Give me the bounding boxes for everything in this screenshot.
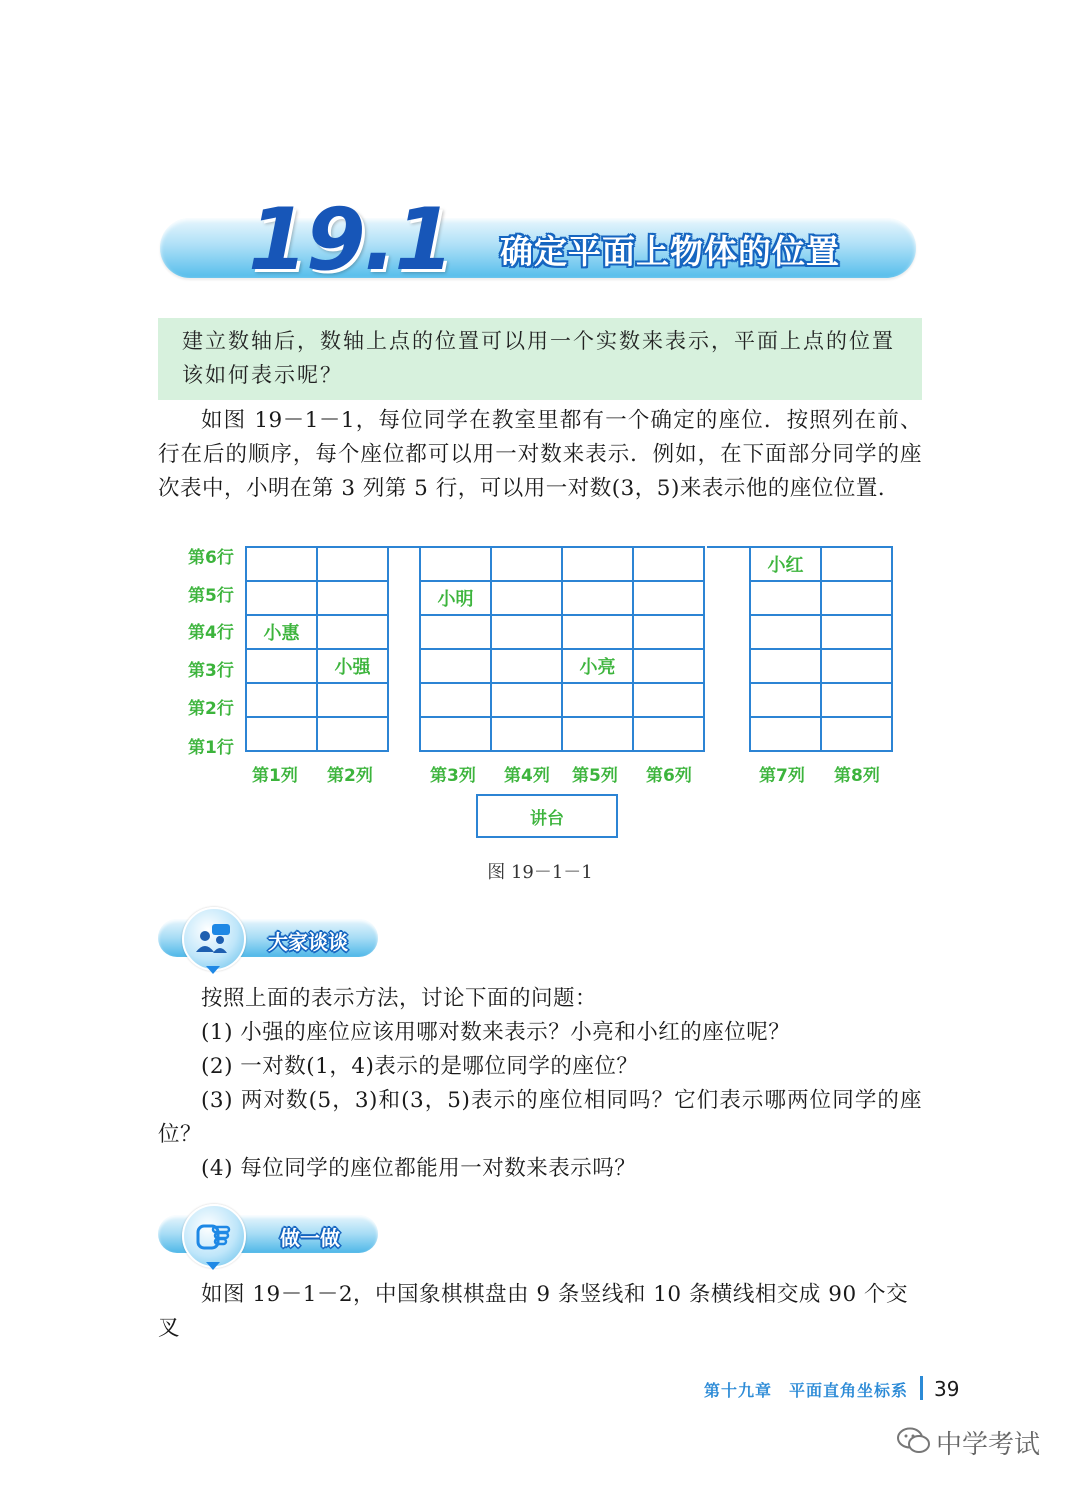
seat (562, 717, 633, 751)
seat (491, 717, 562, 751)
seat (750, 581, 821, 615)
activity-text: 如图 19－1－2，中国象棋棋盘由 9 条竖线和 10 条横线相交成 90 个交叉 (158, 1282, 908, 1341)
discussion-people-icon (182, 907, 246, 971)
section-title: 确定平面上物体的位置 (500, 232, 840, 271)
row-label-6: 第6行 (188, 548, 234, 568)
col-label-6: 第6列 (646, 766, 692, 786)
row-label-1: 第1行 (188, 738, 234, 758)
wechat-icon (896, 1426, 932, 1460)
chevron-down-icon (206, 1262, 220, 1270)
discuss-lead: 按照上面的表示方法，讨论下面的问题： (201, 986, 598, 1011)
discuss-question-3: (3) 两对数(5，3)和(3，5)表示的座位相同吗？它们表示哪两位同学的座位？ (158, 1088, 922, 1147)
hand-icon (182, 1204, 246, 1268)
seat (317, 717, 388, 751)
discuss-question-2: (2) 一对数(1，4)表示的是哪位同学的座位？ (201, 1054, 639, 1079)
seat (420, 717, 491, 751)
col-label-4: 第4列 (504, 766, 550, 786)
col-label-2: 第2列 (327, 766, 373, 786)
seat (420, 547, 491, 581)
figure-caption: 图 19－1－1 (487, 862, 593, 883)
seat (750, 717, 821, 751)
seat (246, 717, 317, 751)
watermark-text: 中学考试 (936, 1430, 1041, 1460)
seat (633, 717, 704, 751)
seat (633, 615, 704, 649)
seat (420, 683, 491, 717)
seat (633, 547, 704, 581)
seat (562, 615, 633, 649)
seat (491, 547, 562, 581)
seat (562, 581, 633, 615)
row-label-5: 第5行 (188, 586, 234, 606)
seat (750, 615, 821, 649)
seat (821, 547, 892, 581)
seat (420, 615, 491, 649)
seat (246, 581, 317, 615)
seat (821, 717, 892, 751)
podium-box (476, 794, 618, 838)
row-label-4: 第4行 (188, 623, 234, 643)
seat (246, 649, 317, 683)
seat (317, 615, 388, 649)
seat (246, 547, 317, 581)
footer-chapter: 第十九章 平面直角坐标系 (704, 1381, 909, 1400)
seat (491, 581, 562, 615)
discuss-question-4: (4) 每位同学的座位都能用一对数来表示吗？ (201, 1156, 637, 1181)
seat (633, 581, 704, 615)
seat (491, 615, 562, 649)
col-label-1: 第1列 (252, 766, 298, 786)
seat (491, 649, 562, 683)
seat-block-left (245, 546, 389, 752)
col-label-5: 第5列 (572, 766, 618, 786)
seat (821, 615, 892, 649)
discuss-question-1: (1) 小强的座位应该用哪对数来表示？小亮和小红的座位呢？ (201, 1020, 791, 1045)
seat (491, 683, 562, 717)
seat-block-middle (419, 546, 705, 752)
col-label-7: 第7列 (759, 766, 805, 786)
seat-xiaoqiang: 小强 (317, 649, 388, 683)
chevron-down-icon (206, 966, 220, 974)
seat (317, 547, 388, 581)
seat (420, 649, 491, 683)
seat-xiaohui: 小惠 (246, 615, 317, 649)
seat (821, 649, 892, 683)
section-number: 19.1 (248, 190, 453, 290)
seat-xiaoliang: 小亮 (562, 649, 633, 683)
footer-divider (920, 1376, 923, 1400)
intro-text: 建立数轴后，数轴上点的位置可以用一个实数来表示，平面上点的位置该如何表示呢？ (182, 329, 895, 387)
activity-heading: 做一做 (280, 1226, 340, 1250)
seat (633, 683, 704, 717)
seat-xiaoming: 小明 (420, 581, 491, 615)
aisle-line (383, 546, 419, 548)
seat (562, 547, 633, 581)
seat (821, 581, 892, 615)
seat (750, 683, 821, 717)
row-label-2: 第2行 (188, 699, 234, 719)
seat-block-right (749, 546, 893, 752)
paragraph-1: 如图 19－1－1，每位同学在教室里都有一个确定的座位．按照列在前、行在后的顺序，每个座位都可以用一对数来表示．例如，在下面部分同学的座次表中，小明在第 3 列第 5 行，可以用一对数(3，5)来表示他的座位位置． (158, 408, 922, 501)
aisle-line (707, 546, 749, 548)
seat (750, 649, 821, 683)
col-label-8: 第8列 (834, 766, 880, 786)
page-number: 39 (934, 1377, 960, 1401)
seat (246, 683, 317, 717)
col-label-3: 第3列 (430, 766, 476, 786)
seat (317, 683, 388, 717)
seat (821, 683, 892, 717)
seat (633, 649, 704, 683)
discuss-heading: 大家谈谈 (268, 930, 348, 954)
seat (317, 581, 388, 615)
row-label-3: 第3行 (188, 661, 234, 681)
seat (562, 683, 633, 717)
podium-label: 讲台 (530, 808, 564, 829)
seat-xiaohong: 小红 (750, 547, 821, 581)
